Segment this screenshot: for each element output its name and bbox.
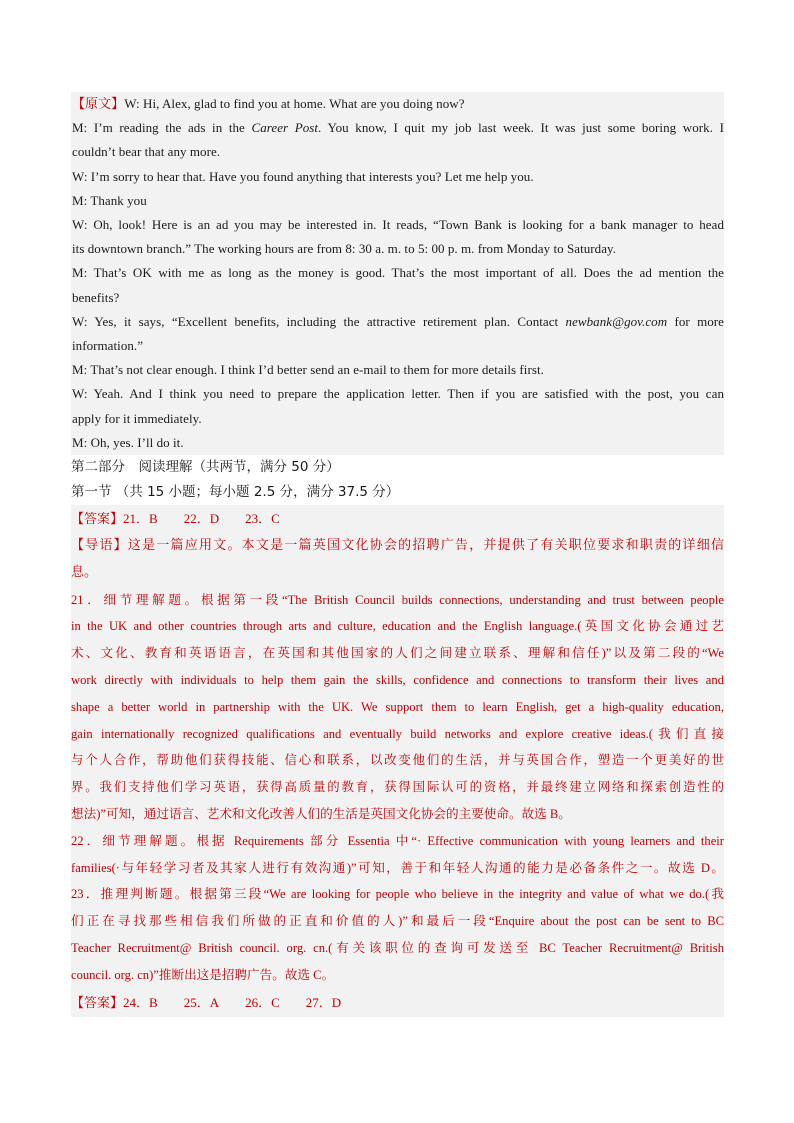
explanation-line: 们正在寻找那些相信我们所做的正直和价值的人)”和最后一段“Enquire about the post can be sent to BC xyxy=(71,914,724,929)
transcript-line: M: Thank you xyxy=(72,192,147,208)
document-page xyxy=(71,92,724,1017)
transcript-tag: 【原文】 xyxy=(72,96,125,111)
explanation-line: in the UK and other countries through arts and culture, education and the English language.(英国文化协会通过艺 xyxy=(71,619,724,634)
transcript-line: W: Oh, look! Here is an ad you may be interested in. It reads, “Town Bank is looking for a bank manager to head xyxy=(72,217,724,233)
transcript-line xyxy=(72,116,724,140)
transcript-line: M: That’s OK with me as long as the money is good. That’s the most important of all. Does the ad mention the xyxy=(72,265,724,281)
transcript-text: W: Hi, Alex, glad to find you at home. What are you doing now? xyxy=(124,96,465,111)
explanation-line: 想法)”可知，通过语言、艺术和文化改善人们的生活是英国文化协会的主要使命。故选 B。 xyxy=(71,807,571,822)
transcript-line: apply for it immediately. xyxy=(72,410,202,426)
guide-line: 息。 xyxy=(71,564,98,580)
explanation-line: work directly with individuals to help them gain the skills, confidence and connections to transform their lives and xyxy=(71,673,724,688)
answer-item: 24．B xyxy=(123,994,158,1010)
career-post-title: Career Post xyxy=(251,120,319,136)
explanation-line: council. org. cn)”推断出这是招聘广告。故选 C。 xyxy=(71,967,335,982)
transcript-line: couldn’t bear that any more. xyxy=(72,144,221,160)
explanation-line: 22．细节理解题。根据 Requirements 部分 Essentia 中“· Effective communication with young learners and their xyxy=(71,833,724,848)
guide-tag: 【导语】 xyxy=(71,538,128,554)
explanation-line: 23．推理判断题。根据第三段“We are looking for people who believe in the integrity and value of what we do.(我 xyxy=(71,887,724,902)
answer-item: 21．B xyxy=(123,511,158,527)
answer-item: 27．D xyxy=(305,994,342,1010)
transcript-text: M: I’m reading the ads in the xyxy=(72,120,252,136)
transcript-text: for more xyxy=(667,313,724,329)
part-title: 第二部分 阅读理解（共两节，满分 50 分） xyxy=(71,455,724,480)
explanation-line: families(·与年轻学习者及其家人进行有效沟通)”可知，善于和年轻人沟通的能力是必备条件之一。故选 D。 xyxy=(71,860,724,875)
transcript-line: M: Oh, yes. I’ll do it. xyxy=(72,434,184,450)
transcript-line: its downtown branch.” The working hours are from 8: 30 a. m. to 5: 00 p. m. from Monday to Saturday. xyxy=(72,241,617,257)
answer-line xyxy=(71,989,724,1017)
transcript-line: information.” xyxy=(72,338,144,354)
explanation-line: gain internationally recognized qualifications and eventually build networks and explore creative ideas.(我们直接 xyxy=(71,726,724,741)
transcript-line xyxy=(72,310,724,334)
explanation-line: 术、文化、教育和英语语言，在英国和其他国家的人们之间建立联系、理解和信任)”以及第二段的“We xyxy=(71,646,724,661)
guide-text: 这是一篇应用文。本文是一篇英国文化协会的招聘广告，并提供了有关职位要求和职责的详细信 xyxy=(127,538,724,554)
transcript-line: W: Yeah. And I think you need to prepare the application letter. Then if you are satisfied with the post, you can xyxy=(72,386,724,402)
answer-item: 22．D xyxy=(183,511,220,527)
transcript-line: benefits? xyxy=(72,289,120,305)
section-subtitle: 第一节 （共 15 小题；每小题 2.5 分，满分 37.5 分） xyxy=(71,480,724,505)
explanation-line: 界。我们支持他们学习英语，获得高质量的教育，获得国际认可的资格，并最终建立网络和探索创造性的 xyxy=(71,779,724,795)
answer-line xyxy=(71,505,724,533)
transcript-text: W: Yes, it says, “Excellent benefits, including the attractive retirement plan. Contact xyxy=(72,313,566,329)
answer-item: 25．A xyxy=(183,994,220,1010)
answer-tag: 【答案】 xyxy=(71,512,124,528)
explanation-line: 与个人合作，帮助他们获得技能、信心和联系，以改变他们的生活，并与英国合作，塑造一个更美好的世 xyxy=(71,752,724,768)
explanation-line: 21．细节理解题。根据第一段“The British Council builds connections, understanding and trust between people xyxy=(71,592,724,607)
answer-tag: 【答案】 xyxy=(71,995,124,1011)
explanation-line: Teacher Recruitment@ British council. org. cn.(有关该职位的查询可发送至 BC Teacher Recruitment@ British xyxy=(71,941,724,955)
answer-item: 23．C xyxy=(245,511,280,527)
answer-block xyxy=(71,505,724,1017)
transcript-text: . You know, I quit my job last week. It was just some boring work. I xyxy=(318,120,724,136)
guide-line xyxy=(71,533,724,560)
explanation-line: shape a better world in partnership with the UK. We support them to learn English, get a high-quality education, xyxy=(71,699,724,714)
transcript-line xyxy=(72,92,724,116)
answer-item: 26．C xyxy=(245,994,280,1010)
email-address: newbank@gov.com xyxy=(565,313,668,329)
transcript-block xyxy=(71,92,724,455)
transcript-line: M: That’s not clear enough. I think I’d better send an e-mail to them for more details first. xyxy=(72,362,544,378)
transcript-line: W: I’m sorry to hear that. Have you found anything that interests you? Let me help you. xyxy=(72,168,534,184)
